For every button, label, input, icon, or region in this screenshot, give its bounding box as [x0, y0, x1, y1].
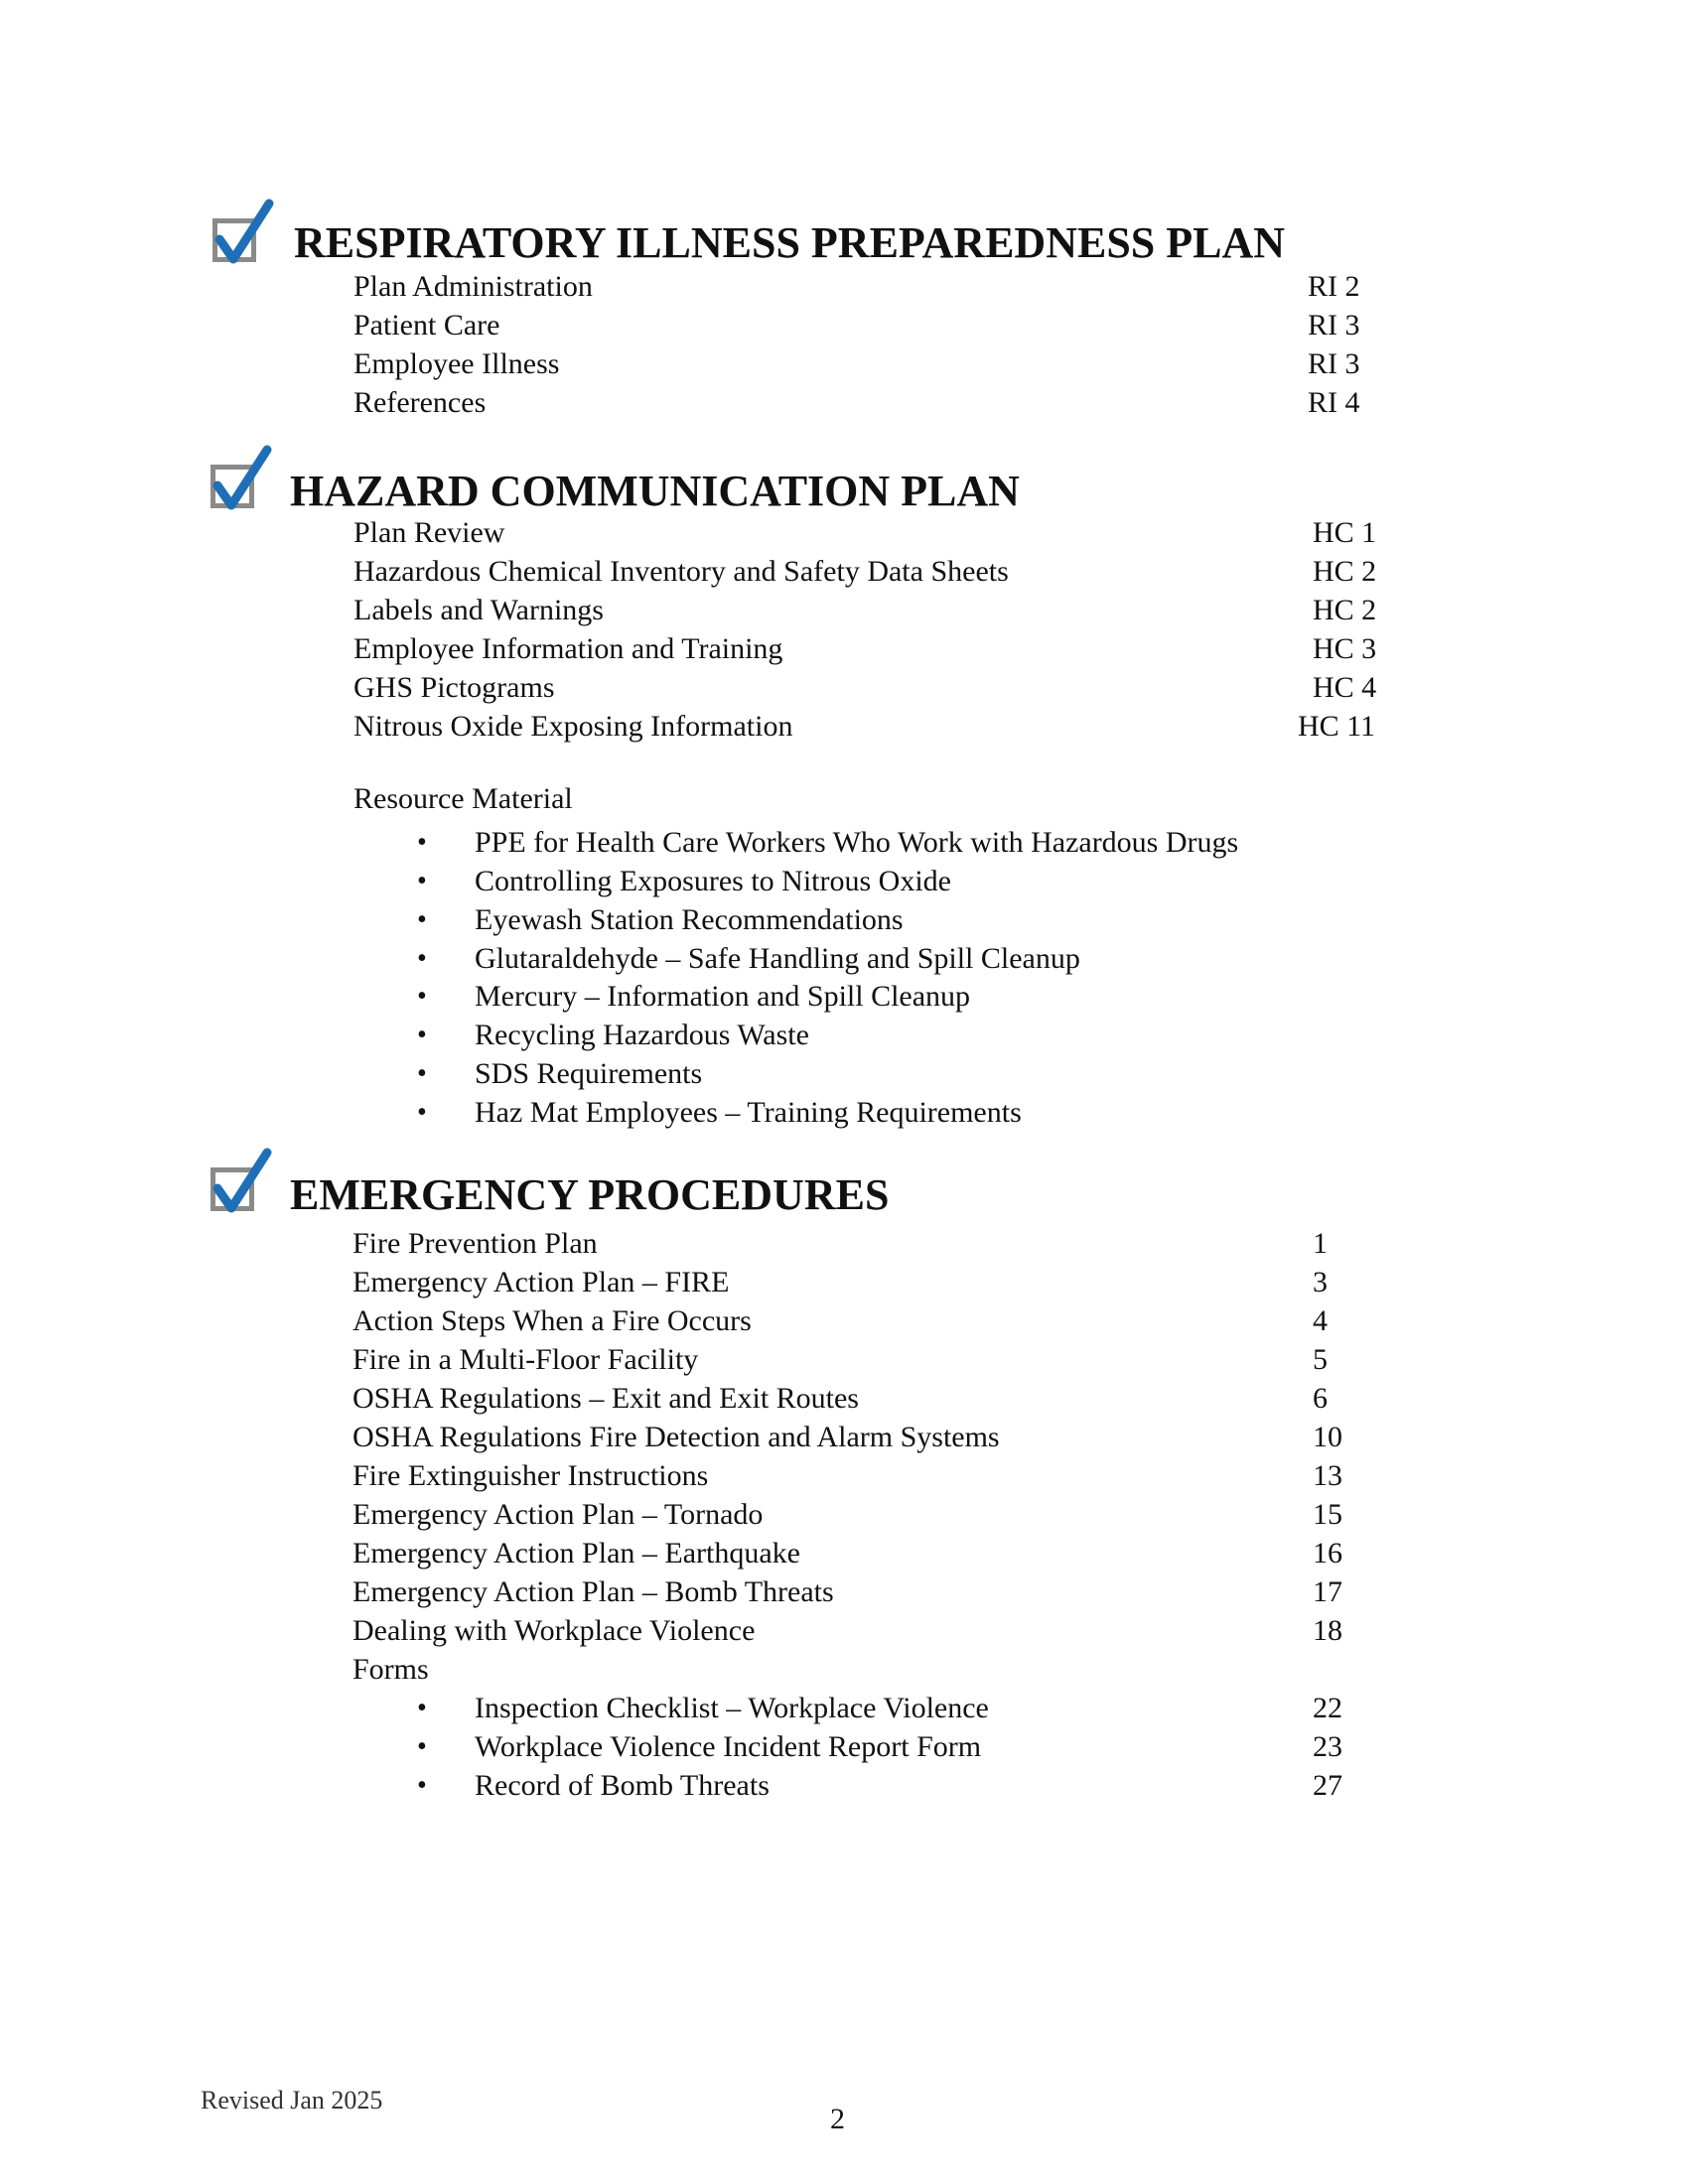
- toc-page-ref: HC 1: [1313, 516, 1377, 549]
- toc-page-ref: 23: [1313, 1730, 1342, 1763]
- toc-entry: Emergency Action Plan – Earthquake: [352, 1537, 800, 1570]
- toc-entry: Emergency Action Plan – Bomb Threats: [352, 1575, 834, 1608]
- toc-page-ref: 1: [1313, 1227, 1328, 1260]
- bullet-dot-icon: •: [417, 827, 427, 858]
- toc-entry: Hazardous Chemical Inventory and Safety Data Sheets: [353, 555, 1009, 588]
- toc-entry: Nitrous Oxide Exposing Information: [353, 710, 793, 743]
- bullet-dot-icon: •: [417, 904, 427, 935]
- toc-entry: Employee Illness: [353, 347, 560, 380]
- bullet-dot-icon: •: [417, 1693, 427, 1723]
- section-title: EMERGENCY PROCEDURES: [290, 1170, 890, 1219]
- checked-box-icon: [211, 1167, 254, 1211]
- toc-entry: OSHA Regulations Fire Detection and Alarm Systems: [352, 1421, 1000, 1453]
- toc-entry: Emergency Action Plan – FIRE: [352, 1266, 730, 1298]
- toc-entry: OSHA Regulations – Exit and Exit Routes: [352, 1382, 859, 1415]
- toc-entry: Emergency Action Plan – Tornado: [352, 1498, 764, 1531]
- toc-page-ref: 6: [1313, 1382, 1328, 1415]
- toc-page-ref: RI 3: [1308, 347, 1360, 380]
- toc-page-ref: 18: [1313, 1614, 1342, 1647]
- section-title: RESPIRATORY ILLNESS PREPAREDNESS PLAN: [294, 218, 1286, 267]
- bullet-dot-icon: •: [417, 981, 427, 1012]
- toc-page-ref: 22: [1313, 1692, 1342, 1724]
- resource-item: PPE for Health Care Workers Who Work with Hazardous Drugs: [475, 826, 1239, 859]
- toc-entry: Fire in a Multi-Floor Facility: [352, 1343, 699, 1376]
- checked-box-icon: [211, 465, 254, 508]
- toc-page-ref: HC 11: [1298, 710, 1376, 743]
- resource-item: SDS Requirements: [475, 1057, 703, 1090]
- toc-page-ref: RI 3: [1308, 309, 1360, 341]
- resource-heading: Resource Material: [353, 782, 573, 815]
- resource-item: Glutaraldehyde – Safe Handling and Spill Cleanup: [475, 942, 1080, 975]
- toc-entry: Employee Information and Training: [353, 632, 783, 665]
- form-item: Workplace Violence Incident Report Form: [475, 1730, 982, 1763]
- toc-entry: References: [353, 386, 487, 419]
- toc-entry: Plan Administration: [353, 270, 593, 303]
- toc-page-ref: 27: [1313, 1769, 1342, 1802]
- bullet-dot-icon: •: [417, 1731, 427, 1762]
- bullet-dot-icon: •: [417, 1770, 427, 1801]
- toc-page-ref: 4: [1313, 1304, 1328, 1337]
- bullet-dot-icon: •: [417, 866, 427, 896]
- bullet-dot-icon: •: [417, 1058, 427, 1089]
- form-item: Inspection Checklist – Workplace Violence: [475, 1692, 989, 1724]
- toc-page-ref: HC 4: [1313, 671, 1377, 704]
- toc-entry: Dealing with Workplace Violence: [352, 1614, 756, 1647]
- toc-entry: Labels and Warnings: [353, 594, 604, 626]
- toc-page-ref: HC 3: [1313, 632, 1377, 665]
- toc-page-ref: 5: [1313, 1343, 1328, 1376]
- toc-page-ref: HC 2: [1313, 594, 1377, 626]
- bullet-dot-icon: •: [417, 1020, 427, 1050]
- checkmark-icon: [210, 444, 275, 517]
- toc-entry: Fire Extinguisher Instructions: [352, 1459, 709, 1492]
- resource-item: Controlling Exposures to Nitrous Oxide: [475, 865, 951, 897]
- resource-item: Mercury – Information and Spill Cleanup: [475, 980, 971, 1013]
- toc-page-ref: RI 2: [1308, 270, 1360, 303]
- toc-entry: Action Steps When a Fire Occurs: [352, 1304, 752, 1337]
- toc-page-ref: 13: [1313, 1459, 1342, 1492]
- section-title: HAZARD COMMUNICATION PLAN: [290, 467, 1020, 515]
- checked-box-icon: [212, 218, 256, 262]
- toc-entry: Plan Review: [353, 516, 505, 549]
- resource-item: Recycling Hazardous Waste: [475, 1019, 809, 1051]
- toc-page-ref: HC 2: [1313, 555, 1377, 588]
- revision-date: Revised Jan 2025: [201, 2086, 383, 2115]
- bullet-dot-icon: •: [417, 1097, 427, 1128]
- form-item: Record of Bomb Threats: [475, 1769, 770, 1802]
- resource-item: Eyewash Station Recommendations: [475, 903, 904, 936]
- toc-entry: GHS Pictograms: [353, 671, 555, 704]
- toc-page-ref: 15: [1313, 1498, 1342, 1531]
- bullet-dot-icon: •: [417, 943, 427, 974]
- resource-item: Haz Mat Employees – Training Requirements: [475, 1096, 1022, 1129]
- toc-page-ref: 10: [1313, 1421, 1342, 1453]
- page-number: 2: [830, 2103, 845, 2135]
- toc-page-ref: RI 4: [1308, 386, 1360, 419]
- toc-entry: Fire Prevention Plan: [352, 1227, 598, 1260]
- toc-page-ref: 16: [1313, 1537, 1342, 1570]
- toc-entry: Patient Care: [353, 309, 500, 341]
- toc-page-ref: 3: [1313, 1266, 1328, 1298]
- checkmark-icon: [211, 198, 277, 271]
- toc-page-ref: 17: [1313, 1575, 1342, 1608]
- forms-heading: Forms: [352, 1653, 429, 1686]
- checkmark-icon: [210, 1147, 275, 1220]
